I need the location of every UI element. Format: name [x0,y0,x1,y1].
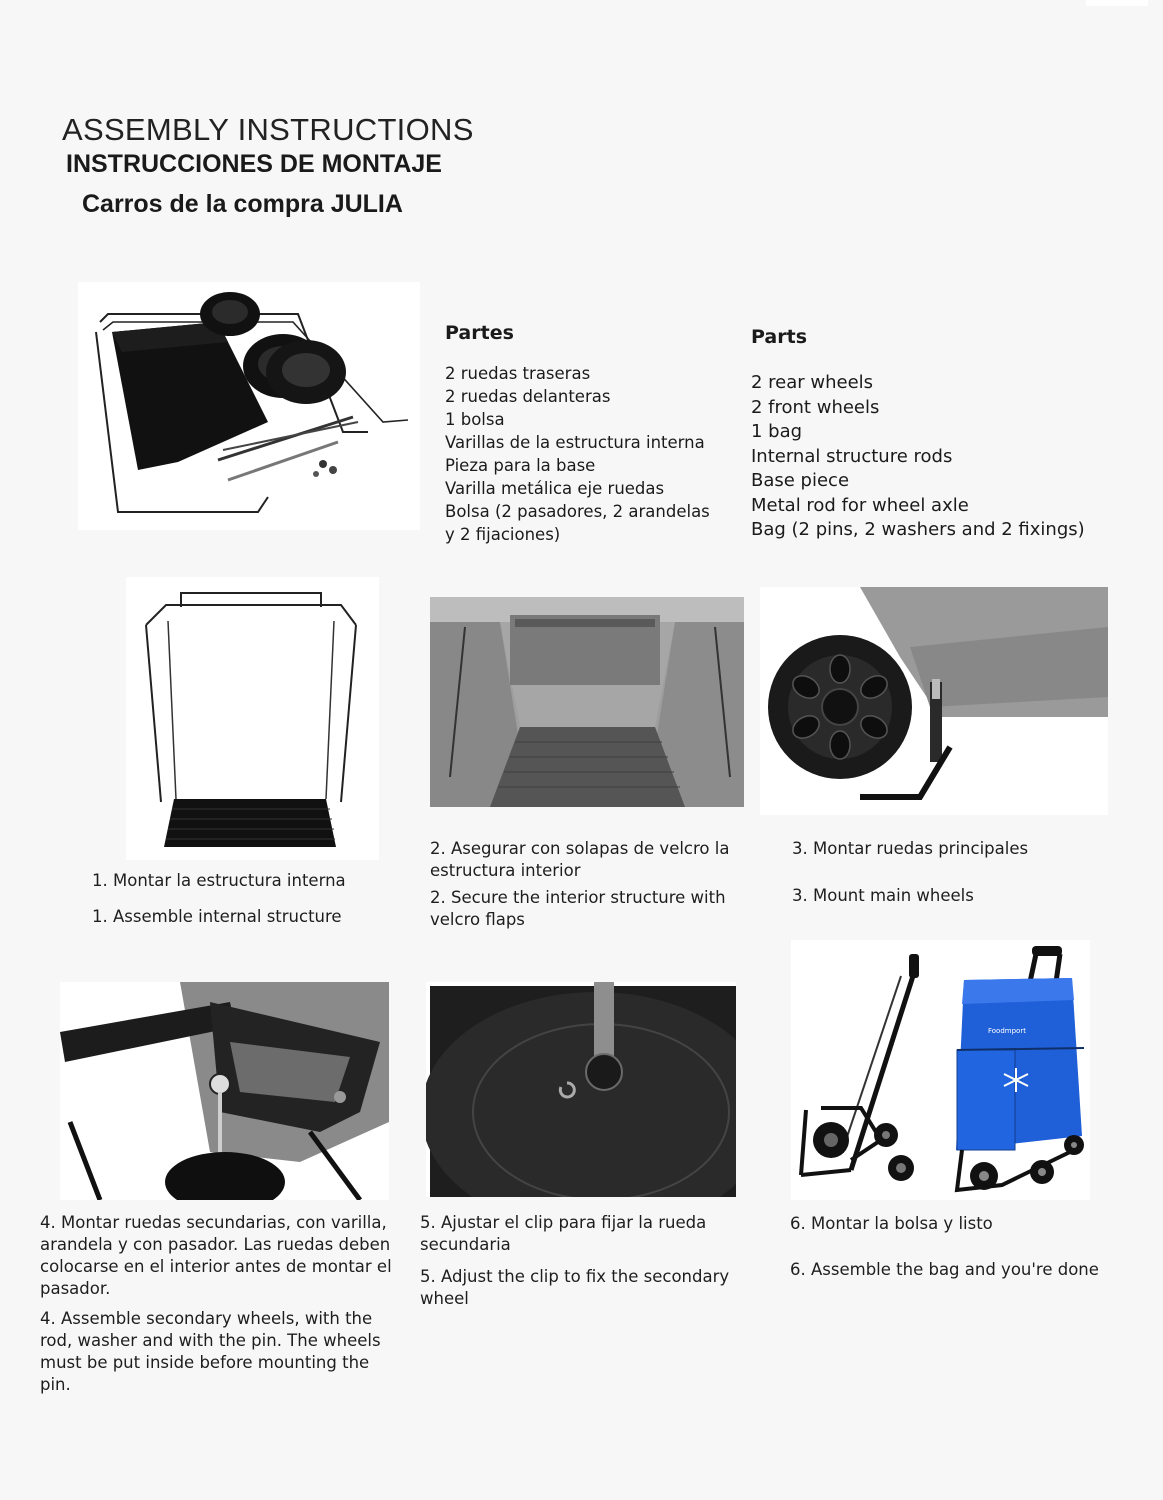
list-item: 2 front wheels [751,396,880,418]
step3-caption-en: 3. Mount main wheels [792,886,974,905]
bag-brand-label: Foodmport [988,1027,1026,1035]
title-spanish: INSTRUCCIONES DE MONTAJE [66,150,442,178]
parts-photo [78,282,420,530]
list-item: Varillas de la estructura interna [445,433,705,452]
step6-caption-en: 6. Assemble the bag and you're done [790,1260,1099,1279]
list-item: Pieza para la base [445,456,596,475]
step1-caption-en: 1. Assemble internal structure [92,907,342,926]
list-item: Metal rod for wheel axle [751,494,969,516]
list-item: 1 bag [751,421,803,442]
product-name: Carros de la compra JULIA [82,190,403,218]
step2-caption-es: 2. Asegurar con solapas de velcro la estructura interior [430,839,730,880]
step6-frame-photo [791,940,942,1200]
list-item: Internal structure rods [751,445,953,467]
step3-caption-es: 3. Montar ruedas principales [792,839,1029,858]
step1-caption-es: 1. Montar la estructura interna [92,871,346,890]
step4-photo [60,982,389,1200]
step5-caption-en: 5. Adjust the clip to fix the secondary wheel [420,1267,730,1308]
list-item: 1 bolsa [445,410,505,429]
parts-list-es [445,362,710,546]
list-item: Bag (2 pins, 2 washers and 2 fixings) [751,519,1085,540]
step3-photo [760,587,1108,815]
step6-bag-photo [942,940,1090,1200]
step2-photo [430,597,744,807]
list-item: y 2 fijaciones) [445,525,561,544]
parts-title-en: Parts [751,326,807,348]
list-item: Varilla metálica eje ruedas [445,479,665,498]
step1-photo [126,577,379,860]
step5-caption-es: 5. Ajustar el clip para fijar la rueda secundaria [420,1213,707,1254]
list-item: 2 rear wheels [751,372,874,393]
step4-caption-es: 4. Montar ruedas secundarias, con varilla, arandela y con pasador. Las ruedas deben colocarse en el interior antes de montar el pasador. [40,1213,392,1298]
title-english: ASSEMBLY INSTRUCTIONS [62,112,474,147]
list-item: 2 ruedas traseras [445,364,591,383]
parts-list-en [751,371,1085,543]
step4-caption-en: 4. Assemble secondary wheels, with the rod, washer and with the pin. The wheels must be put inside before mounting the pin. [40,1309,381,1394]
list-item: Base piece [751,470,850,491]
step2-caption-en: 2. Secure the interior structure with velcro flaps [430,888,726,929]
list-item: Bolsa (2 pasadores, 2 arandelas [445,502,710,521]
step5-photo [426,982,736,1197]
step6-caption-es: 6. Montar la bolsa y listo [790,1214,993,1233]
list-item: 2 ruedas delanteras [445,387,611,406]
parts-title-es: Partes [445,322,514,344]
corner-mark [1086,0,1148,6]
